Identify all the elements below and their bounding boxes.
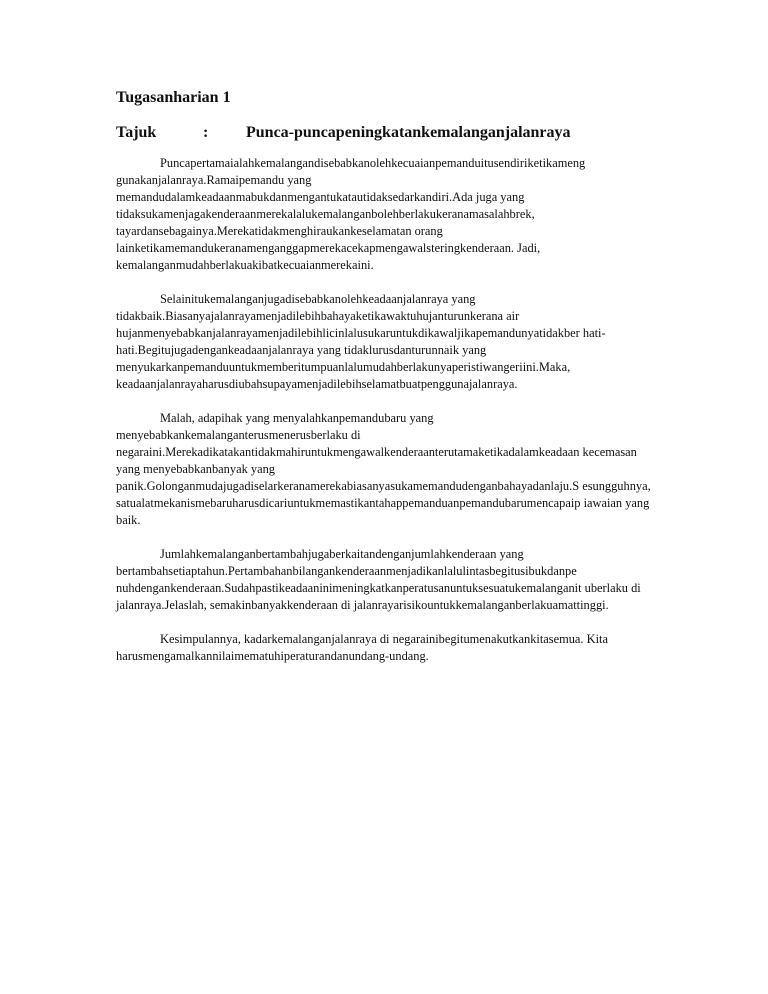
- topic-row: [116, 123, 716, 145]
- document-body: [116, 155, 656, 682]
- topic-label: Tajuk: [116, 124, 157, 141]
- page-title: Tugasanharian 1: [116, 89, 231, 106]
- paragraph-2: Selainitukemalanganjugadisebabkanolehkeadaanjalanraya yang tidakbaik.Biasanyajalanrayamenjadilebihbahayaketikawaktuhujanturunkerana air hujanmenyebabkanjalanrayamenjadilebihlicinlalusukaruntukdikawaljikapemandunyatidakber hati-hati.Begitujugadengankeadaanjalanraya yang tidaklurusdanturunnaik yang menyukarkanpemanduuntukmemberitumpuanlalumudahberlakunyaperistiwangeriini.Maka, keadaanjalanrayaharusdiubahsupayamenjadilebihselamatbuatpenggunajalanraya.: [116, 292, 606, 391]
- paragraph-4: Jumlahkemalanganbertambahjugaberkaitandenganjumlahkenderaan yang bertambahsetiaptahun.Pertambahanbilangankenderaanmenjadikanlalulintasbegitusibukdanpe nuhdengankenderaan.Sudahpastikeadaaninimeningkatkanperatusanuntuksesuatukemalanganit uberlaku di jalanraya.Jelaslah, semakinbanyakkenderaan di jalanrayarisikountukkemalanganberlakuamattinggi.: [116, 547, 641, 612]
- paragraph-5: Kesimpulannya, kadarkemalanganjalanraya di negarainibegitumenakutkankitasemua. Kita harusmengamalkannilaimematuhiperaturandanundang-undang.: [116, 632, 608, 663]
- paragraph-1: Puncapertamaialahkemalangandisebabkanolehkecuaianpemanduitusendiriketikameng gunakanjalanraya.Ramaipemandu yang memandudalamkeadaanmabukdanmengantukatautidaksedarkandiri.Ada juga yang tidaksukamenjagakenderaanmerekalalukemalanganbolehberlakukeranamasalahbrek, tayardansebagainya.Merekatidakmenghiraukankeselamatan orang lainketikamemandukeranamenganggapmerekacekapmengawalsteringkenderaan. Jadi, kemalanganmudahberlakuakibatkecuaianmerekaini.: [116, 156, 586, 272]
- topic-value: Punca-puncapeningkatankemalanganjalanraya: [246, 124, 571, 141]
- paragraph-3: Malah, adapihak yang menyalahkanpemandubaru yang menyebabkankemalanganterusmenerusberlaku di negaraini.Merekadikatakantidakmahiruntukmengawalkenderaanterutamaketikadalamkeadaan kecemasan yang menyebabkanbanyak yang panik.Golonganmudajugadiselarkeranamerekabiasanyasukamemandudenganbahayadanlaju.S esungguhnya, satualatmekanismebaruharusdicariuntukmemastikantahappemanduanpemandubarumencapaip iawaian yang baik.: [116, 411, 651, 527]
- topic-separator: :: [203, 124, 209, 141]
